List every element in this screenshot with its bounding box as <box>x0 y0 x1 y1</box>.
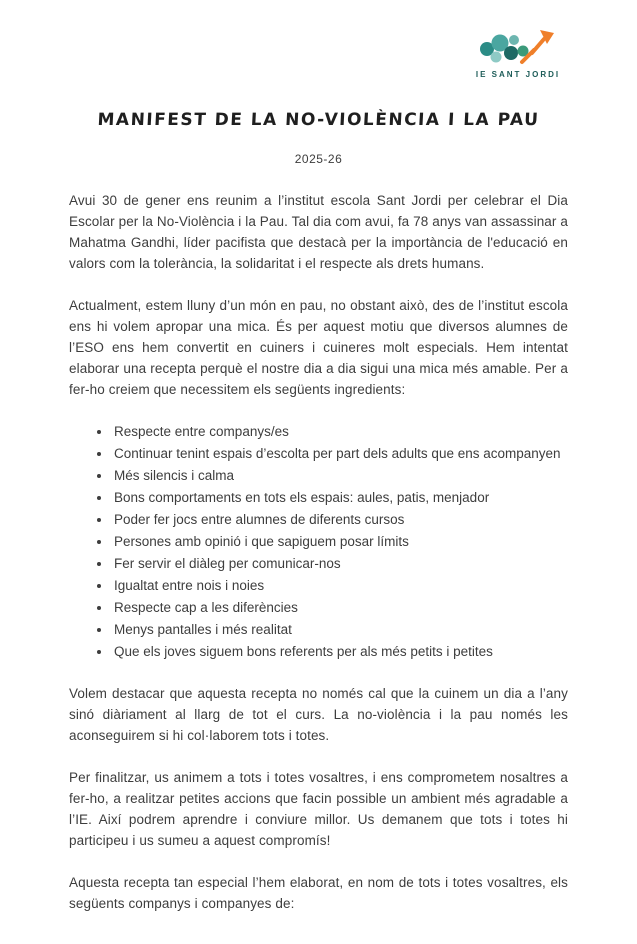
school-logo-icon <box>474 24 562 68</box>
school-name: IE SANT JORDI <box>475 70 561 79</box>
paragraph-closing-2: Per finalitzar, us animem a tots i totes vosaltres, i ens comprometem nosaltres a fer-ho, a realitzar petites accions que facin possible un ambient més agradable a l’IE. Així podrem aprendre i conviure millor. Us demanem que tots i totes hi participeu i us sumeu a aquest compromís! <box>69 770 568 848</box>
list-item: • Menys pantalles i més realitat <box>112 619 568 640</box>
document-body <box>69 190 568 914</box>
list-item: • Poder fer jocs entre alumnes de diferents cursos <box>112 509 568 530</box>
list-item: • Persones amb opinió i que sapiguem posar límits <box>112 531 568 552</box>
paragraph-closing-1: Volem destacar que aquesta recepta no només cal que la cuinem un dia a l’any sinó diàriament al llarg de tot el curs. La no-violència i la pau només les aconseguirem si hi col·laborem tots i totes. <box>69 686 568 743</box>
list-item: • Respecte entre companys/es <box>112 421 568 442</box>
paragraph-closing-3: Aquesta recepta tan especial l’hem elaborat, en nom de tots i totes vosaltres, els següents companys i companyes de: <box>69 875 568 911</box>
paragraph-intro-1: Avui 30 de gener ens reunim a l’institut escola Sant Jordi per celebrar el Dia Escolar per la No-Violència i la Pau. Tal dia com avui, fa 78 anys van assassinar a Mahatma Gandhi, líder pacifista que destacà per la importància de l'educació en valors com la tolerància, la solidaritat i el respecte als drets humans. <box>69 193 568 271</box>
ingredients-list <box>69 421 568 662</box>
page-title: MANIFEST DE LA NO-VIOLÈNCIA I LA PAU <box>96 110 540 130</box>
list-item: • Continuar tenint espais d’escolta per part dels adults que ens acompanyen <box>112 443 568 464</box>
list-item: • Respecte cap a les diferències <box>112 597 568 618</box>
list-item: • Igualtat entre nois i noies <box>112 575 568 596</box>
list-item: • Que els joves siguem bons referents per als més petits i petites <box>112 641 568 662</box>
header <box>69 24 568 92</box>
school-logo <box>474 24 562 92</box>
list-item: • Fer servir el diàleg per comunicar-nos <box>112 553 568 574</box>
list-item: • Més silencis i calma <box>112 465 568 486</box>
school-year: 2025-26 <box>294 152 343 166</box>
list-item: • Bons comportaments en tots els espais: aules, patis, menjador <box>112 487 568 508</box>
paragraph-intro-2: Actualment, estem lluny d’un món en pau, no obstant això, des de l’institut escola ens hi volem apropar una mica. És per aquest motiu que diversos alumnes de l’ESO ens hem convertit en cuiners i cuineres molt especials. Hem intentat elaborar una recepta perquè el nostre dia a dia sigui una mica més amable. Per a fer-ho creiem que necessitem els següents ingredients: <box>69 298 568 397</box>
